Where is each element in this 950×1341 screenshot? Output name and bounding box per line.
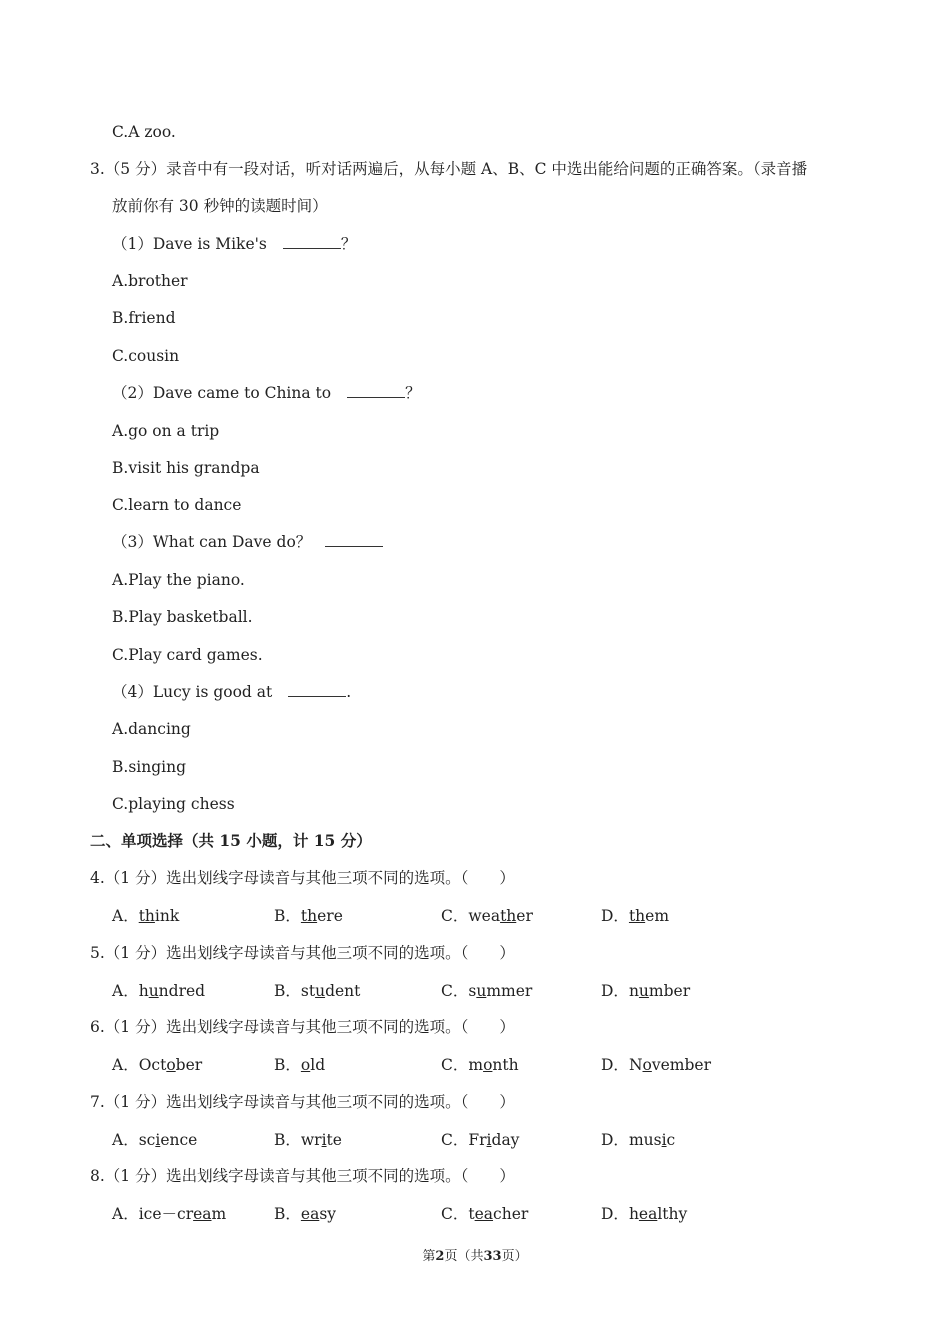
word-part: Oct <box>138 1056 167 1074</box>
word-part: lthy <box>657 1205 688 1223</box>
underlined-letters: u <box>476 981 487 1000</box>
word-part: m <box>468 1056 484 1074</box>
word-part: em <box>645 907 670 925</box>
word-part: sy <box>319 1205 337 1223</box>
q3-sub4-option-a: A.dancing <box>112 720 191 738</box>
option-label: A． <box>112 1056 139 1074</box>
underlined-letters: i <box>661 1130 667 1149</box>
mc-option-b <box>274 1055 325 1075</box>
mc-question-stem: 8.（1 分）选出划线字母读音与其他三项不同的选项。（ ） <box>90 1167 515 1185</box>
option-label: B． <box>274 981 301 1000</box>
word-part: h <box>138 981 149 1000</box>
underlined-letters: o <box>300 1056 311 1074</box>
underlined-letters: ea <box>193 1205 212 1223</box>
q3-sub1-option-b: B.friend <box>112 309 176 327</box>
underlined-letters: th <box>138 907 155 925</box>
option-label: D． <box>601 907 629 925</box>
option-label: A． <box>112 1130 139 1149</box>
underlined-letters: i <box>486 1130 492 1149</box>
word-part: sc <box>138 1130 156 1149</box>
option-label: B． <box>274 1056 301 1074</box>
q3-sub1-option-c: C.cousin <box>112 347 180 365</box>
q3-sub3-option-c: C.Play card games. <box>112 646 263 664</box>
q3-sub4-option-b: B.singing <box>112 758 186 776</box>
word-part: t <box>468 1205 475 1223</box>
mc-option-d <box>601 1055 711 1075</box>
mc-option-c <box>441 981 532 1001</box>
option-label: D． <box>601 981 629 1000</box>
underlined-letters: ea <box>474 1205 494 1223</box>
mc-option-a <box>112 906 179 926</box>
word-part: Fr <box>468 1130 487 1149</box>
word-part: er <box>516 907 533 925</box>
q3-sub4: （4）Lucy is good at . <box>112 683 352 701</box>
option-label: B． <box>274 1130 301 1149</box>
underlined-letters: u <box>315 981 326 1000</box>
mc-option-a <box>112 1055 202 1075</box>
option-label: C． <box>441 1130 469 1149</box>
mc-option-b <box>274 906 343 926</box>
mc-option-a <box>112 1130 197 1150</box>
q3-sub3: （3）What can Dave do？ <box>112 532 383 552</box>
mc-question-stem: 6.（1 分）选出划线字母读音与其他三项不同的选项。（ ） <box>90 1018 515 1036</box>
mc-option-c <box>441 906 533 926</box>
mc-option-b <box>274 1130 342 1150</box>
mc-option-c <box>441 1130 519 1150</box>
underlined-letters: ea <box>638 1205 658 1223</box>
option-label: A． <box>112 981 139 1000</box>
mc-question-stem: 4.（1 分）选出划线字母读音与其他三项不同的选项。（ ） <box>90 869 515 887</box>
q3-sub2-option-b: B.visit his grandpa <box>112 459 260 477</box>
underlined-letters: th <box>500 907 517 925</box>
word-part: n <box>628 981 639 1000</box>
word-part: vember <box>651 1056 711 1074</box>
word-part: dent <box>325 981 361 1000</box>
option-label: B． <box>274 907 301 925</box>
mc-option-b <box>274 1204 336 1224</box>
option-label: D． <box>601 1205 629 1223</box>
q3-sub3-option-b: B.Play basketball. <box>112 608 253 626</box>
word-part: wea <box>468 907 501 925</box>
mc-option-a <box>112 1204 226 1224</box>
q3-stem-cont: 放前你有 30 秒钟的读题时间） <box>112 197 328 215</box>
option-label: C． <box>441 907 469 925</box>
q3-sub2: （2）Dave came to China to ？ <box>112 384 421 402</box>
q3-sub1: （1）Dave is Mike's ？ <box>112 235 357 253</box>
q3-sub1-option-a: A.brother <box>112 272 188 290</box>
mc-question-stem: 7.（1 分）选出划线字母读音与其他三项不同的选项。（ ） <box>90 1092 515 1111</box>
mc-option-d <box>601 1204 687 1224</box>
word-part: s <box>468 981 477 1000</box>
option-label: A． <box>112 1205 139 1223</box>
underlined-letters: u <box>638 981 649 1000</box>
mc-option-d <box>601 906 669 926</box>
word-part: mmer <box>486 981 533 1000</box>
underlined-letters: ea <box>300 1205 320 1223</box>
word-part: mber <box>648 981 691 1000</box>
word-part: ence <box>160 1130 198 1149</box>
option-label: D． <box>601 1056 629 1074</box>
option-label: C． <box>441 1056 469 1074</box>
word-part: mus <box>628 1130 662 1149</box>
underlined-letters: i <box>321 1130 327 1149</box>
mc-question-stem: 5.（1 分）选出划线字母读音与其他三项不同的选项。（ ） <box>90 943 515 962</box>
word-part: te <box>326 1130 342 1149</box>
word-part: nth <box>492 1056 519 1074</box>
word-part: day <box>491 1130 520 1149</box>
underlined-letters: u <box>148 981 159 1000</box>
mc-option-c <box>441 1055 519 1075</box>
underlined-letters: o <box>166 1056 176 1074</box>
word-part: m <box>211 1205 227 1223</box>
word-part: c <box>666 1130 676 1149</box>
mc-option-b <box>274 981 360 1001</box>
word-part: st <box>300 981 316 1000</box>
word-part: ere <box>317 907 343 925</box>
word-part: wr <box>300 1130 322 1149</box>
mc-option-c <box>441 1204 528 1224</box>
word-part: ld <box>310 1056 326 1074</box>
q3-stem: 3.（5 分）录音中有一段对话，听对话两遍后，从每小题 A、B、C 中选出能给问题的正确答案。（录音播 <box>90 160 808 178</box>
q3-sub2-option-a: A.go on a trip <box>112 422 220 440</box>
mc-option-a <box>112 981 205 1001</box>
option-label: D． <box>601 1130 629 1149</box>
word-part: N <box>628 1056 643 1074</box>
underlined-letters: o <box>483 1056 493 1074</box>
word-part: ink <box>154 907 180 925</box>
mc-option-d <box>601 1130 675 1150</box>
section-title: 二、单项选择（共 15 小题，计 15 分） <box>90 831 372 850</box>
underlined-letters: i <box>155 1130 161 1149</box>
page-footer: 第2页（共33页） <box>422 1249 528 1264</box>
option-label: A． <box>112 907 139 925</box>
q3-sub2-option-c: C.learn to dance <box>112 496 242 514</box>
underlined-letters: th <box>300 907 318 925</box>
mc-option-d <box>601 981 690 1001</box>
q3-sub3-option-a: A.Play the piano. <box>112 571 245 589</box>
word-part: ice－cr <box>138 1205 194 1223</box>
option-label: B． <box>274 1205 301 1223</box>
q2-option-c: C.A zoo. <box>112 123 176 141</box>
underlined-letters: o <box>642 1056 652 1074</box>
q3-sub4-option-c: C.playing chess <box>112 795 235 813</box>
option-label: C． <box>441 981 469 1000</box>
word-part: ber <box>175 1056 203 1074</box>
word-part: ndred <box>158 981 206 1000</box>
word-part: h <box>628 1205 639 1223</box>
word-part: cher <box>493 1205 529 1223</box>
option-label: C． <box>441 1205 469 1223</box>
underlined-letters: th <box>628 907 646 925</box>
